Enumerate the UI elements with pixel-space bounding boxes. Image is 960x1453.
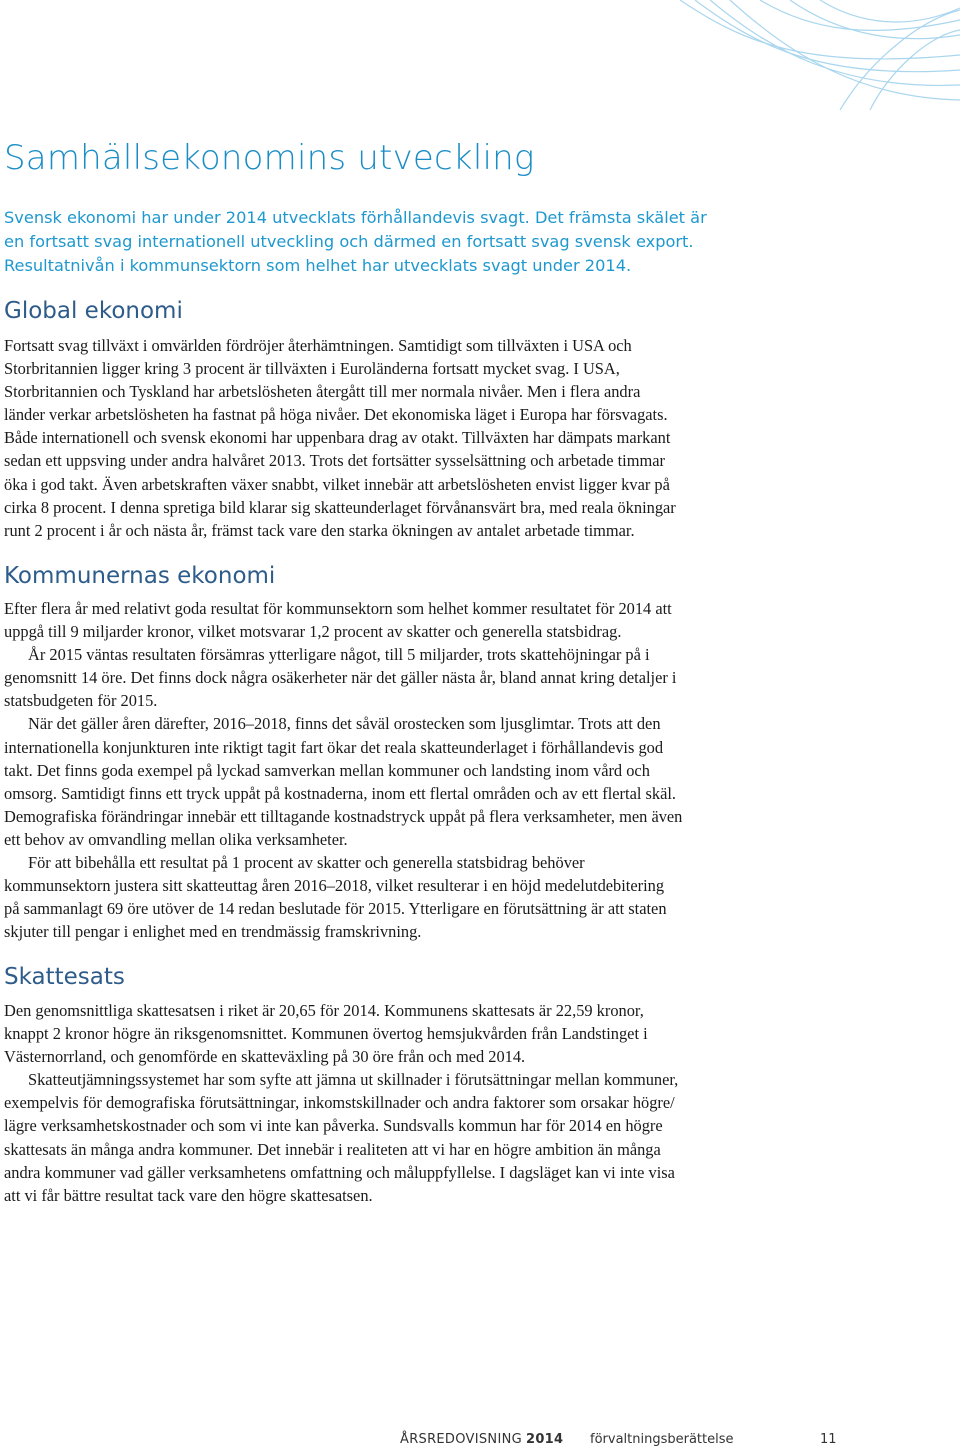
text-line: Demografiska förändringar innebär ett tilltagande kostnadstryck uppåt på flera verksamheter, men även	[4, 806, 683, 826]
heading-kommunernas-ekonomi: Kommunernas ekonomi	[4, 563, 276, 589]
text-line: runt 2 procent i år och nästa år, främst tack vare den starka ökningen av antalet arbetade timmar.	[4, 520, 635, 540]
text-line: att vi får bättre resultat tack vare den högre skattesatsen.	[4, 1185, 373, 1205]
text-line: sedan ett uppsving under andra halvåret 2013. Trots det fortsätter sysselsättning och arbetade timmar	[4, 451, 665, 471]
text-line: internationella konjunkturen inte riktigt tagit fart ökar det reala skatteunderlaget i förhållandevis god	[4, 737, 664, 757]
text-line: knappt 2 kronor högre än riksgenomsnittet. Kommunen övertog hemsjukvården från Landstinget i	[4, 1024, 648, 1044]
intro-paragraph	[4, 206, 804, 278]
page-footer	[0, 1432, 960, 1452]
text-line: omsorg. Samtidigt finns ett tryck uppåt på kostnaderna, inom ett flertal områden och av ett flertal skäl.	[4, 783, 676, 803]
page-number: 11	[820, 1432, 837, 1447]
text-line: länder verkar arbetslösheten ha fastnat på höga nivåer. Det ekonomiska läget i Europa har försvagats.	[4, 405, 668, 425]
heading-skattesats: Skattesats	[4, 964, 125, 990]
intro-line: Svensk ekonomi har under 2014 utvecklats förhållandevis svagt. Det främsta skälet är	[4, 208, 707, 227]
intro-line: en fortsatt svag internationell utveckling och därmed en fortsatt svag svensk export.	[4, 232, 694, 251]
text-line: År 2015 väntas resultaten försämras ytterligare något, till 5 miljarder, trots skattehöjningar på i	[28, 645, 650, 665]
intro-line: Resultatnivån i kommunsektorn som helhet har utvecklats svagt under 2014.	[4, 256, 632, 275]
text-line: Västernorrland, och genomförde en skatteväxling på 30 öre från och med 2014.	[4, 1047, 526, 1067]
text-line: exempelvis för demografiska förutsättningar, inkomstskillnader och andra faktorer som orsakar högre/	[4, 1093, 675, 1113]
footer-year: 2014	[525, 1432, 564, 1447]
text-line: Efter flera år med relativt goda resultat för kommunsektorn som helhet kommer resultatet för 2014 att	[4, 599, 672, 618]
text-line: ett behov av omvandling mellan olika verksamheter.	[4, 829, 348, 849]
wave-lines-decoration	[540, 0, 960, 110]
text-line: Både internationell och svensk ekonomi har uppenbara drag av otakt. Tillväxten har dämpats markant	[4, 428, 671, 448]
text-line: statsbudgeten för 2015.	[4, 691, 158, 711]
text-line: För att bibehålla ett resultat på 1 procent av skatter och generella statsbidrag behöver	[28, 853, 585, 873]
text-line: lägre verksamhetskostnader och som vi inte kan påverka. Sundsvalls kommun har för 2014 en högre	[4, 1116, 663, 1136]
text-line: kommunsektorn justera sitt skatteuttag åren 2016–2018, vilket resulterar i en höjd medelutdebitering	[4, 876, 665, 896]
text-line: öka i god takt. Även arbetskraften växer snabbt, vilket innebär att arbetslösheten envist ligger kvar på	[4, 474, 670, 494]
footer-report-title	[400, 1432, 563, 1447]
heading-global-ekonomi: Global ekonomi	[4, 298, 183, 324]
text-line: genomsnitt 14 öre. Det finns dock några osäkerheter när det gäller nästa år, bland annat kring detaljer i	[4, 668, 677, 688]
text-line: Storbritannien ligger kring 3 procent är tillväxten i Euroländerna fortsatt mycket svag. I USA,	[4, 359, 620, 379]
footer-section: förvaltningsberättelse	[590, 1432, 734, 1447]
text-line: skjuter till pengar i enlighet med en trendmässig framskrivning.	[4, 922, 422, 942]
section-global-text	[4, 334, 804, 542]
text-line: skattesats än många andra kommuner. Det innebär i realiteten att vi har en högre ambition än många	[4, 1139, 661, 1159]
text-line: andra kommuner vad gäller verksamhetens omfattning och måluppfyllelse. I dagsläget kan vi inte visa	[4, 1162, 675, 1182]
section-kommun-text	[4, 597, 804, 943]
text-line: Skatteutjämningssystemet har som syfte att jämna ut skillnader i förutsättningar mellan kommuner,	[28, 1070, 679, 1090]
text-line: Fortsatt svag tillväxt i omvärlden fördröjer återhämtningen. Samtidigt som tillväxten i USA och	[4, 336, 632, 355]
text-line: När det gäller åren därefter, 2016–2018, finns det såväl orostecken som ljusglimtar. Trots att den	[28, 714, 661, 734]
text-line: takt. Det finns goda exempel på lyckad samverkan mellan kommuner och landsting inom vård och	[4, 760, 650, 780]
text-line: Den genomsnittliga skattesatsen i riket är 20,65 för 2014. Kommunens skattesats är 22,59 kronor,	[4, 1001, 644, 1020]
text-line: uppgå till 9 miljarder kronor, vilket motsvarar 1,2 procent av skatter och generella statsbidrag.	[4, 622, 622, 642]
text-line: på sammanlagt 69 öre utöver de 14 redan beslutade för 2015. Ytterligare en förutsättning är att staten	[4, 899, 667, 919]
text-line: Storbritannien och Tyskland har arbetslösheten återgått till mer normala nivåer. Men i flera andra	[4, 382, 641, 402]
page-title: Samhällsekonomins utveckling	[4, 138, 535, 178]
text-line: cirka 8 procent. I denna spretiga bild klarar sig skatteunderlaget förvånansvärt bra, med reala ökningar	[4, 497, 676, 517]
footer-report-label: ÅRSREDOVISNING	[400, 1432, 522, 1447]
section-skatt-text	[4, 999, 804, 1207]
